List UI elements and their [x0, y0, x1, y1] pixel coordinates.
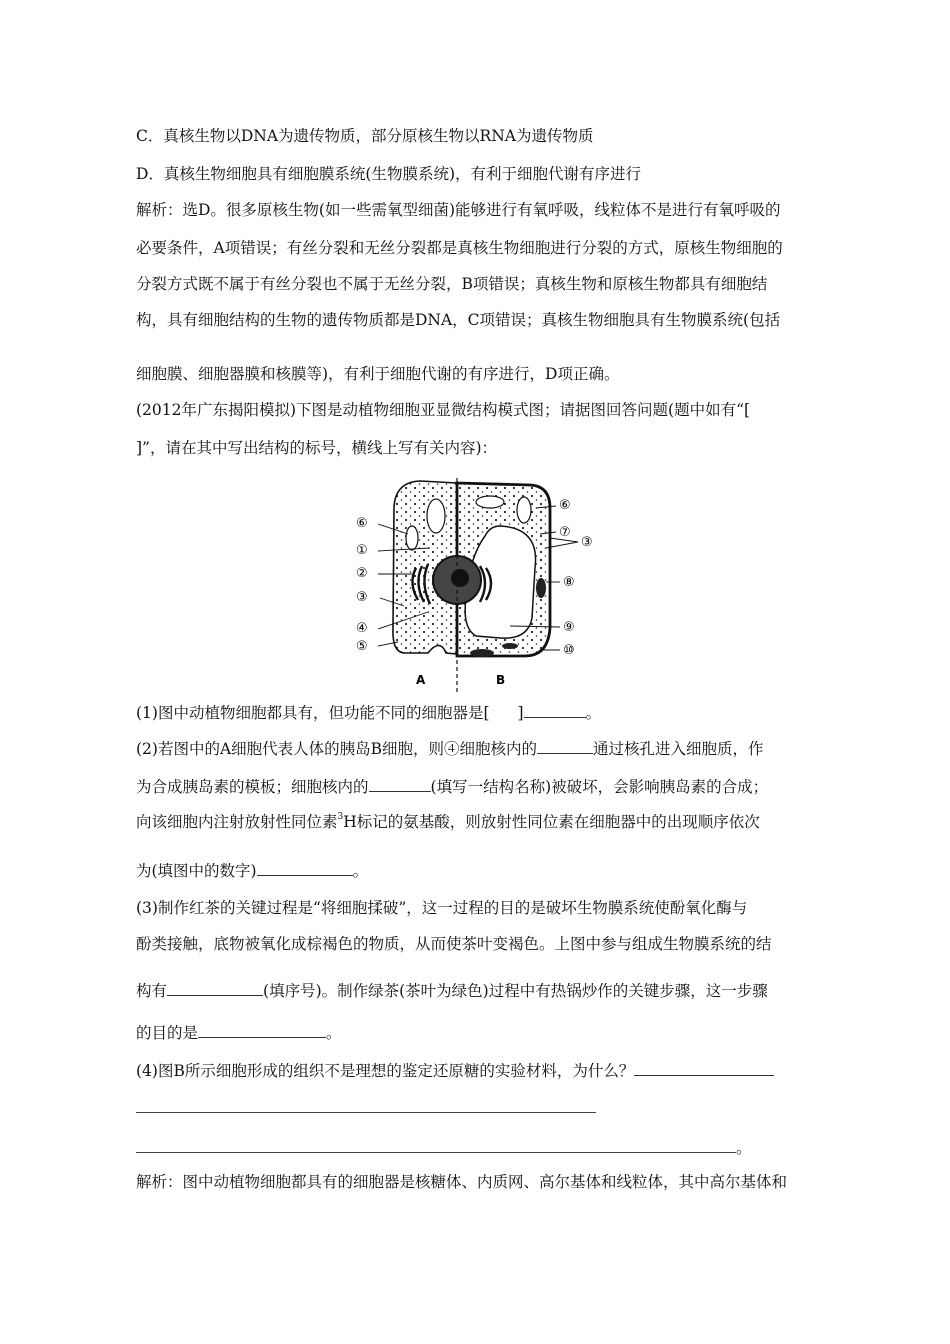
question-4-end: 。 — [736, 1139, 752, 1157]
question-2-line-2: 为合成胰岛素的模板；细胞核内的 (填写一结构名称)被破坏，会影响胰岛素的合成； — [136, 778, 769, 796]
question-3-line-3: 构有 (填序号)。制作绿茶(茶叶为绿色)过程中有热锅炒作的关键步骤，这一步骤 — [136, 982, 768, 1000]
question-3-line-4: 的目的是 。 — [136, 1024, 342, 1042]
analysis-line-4: 构，具有细胞结构的生物的遗传物质都是DNA，C项错误；真核生物细胞具有生物膜系统(包括 — [136, 311, 781, 329]
question-stem-line-2: ]”，请在其中写出结构的标号，横线上写有关内容)： — [136, 439, 498, 457]
question-1: (1)图中动植物细胞都具有，但功能不同的细胞器是[ ] 。 — [136, 704, 602, 722]
question-4-line-1: (4)图B所示细胞形成的组织不是理想的鉴定还原糖的实验材料，为什么？ — [136, 1060, 774, 1081]
label-9: ⑨ — [563, 620, 575, 635]
question-2-line-3: 向该细胞内注射放射性同位素$^3$H标记的氨基酸，则放射性同位素在细胞器中的出现顺序依次 — [136, 812, 760, 831]
question-3-line-1: (3)制作红茶的关键过程是“将细胞揉破”，这一过程的目的是破坏生物膜系统使酚氧化酶与 — [136, 899, 748, 917]
nucleolus — [451, 569, 469, 587]
label-10: ⑩ — [563, 643, 575, 658]
analysis-line-5: 细胞膜、细胞器膜和核膜等)，有利于细胞代谢的有序进行，D项正确。 — [136, 365, 620, 383]
analysis-line-2: 必要条件，A项错误；有丝分裂和无丝分裂都是真核生物细胞进行分裂的方式，原核生物细胞的 — [136, 239, 783, 257]
answer-line-q4-2[interactable] — [136, 1112, 596, 1113]
answer-blank-q1[interactable] — [524, 702, 586, 718]
label-3-right: ③ — [581, 535, 593, 550]
label-b: B — [496, 673, 506, 687]
label-6-right: ⑥ — [559, 498, 571, 513]
answer-blank-q4-1[interactable] — [634, 1060, 774, 1076]
cell-structure-diagram — [350, 478, 605, 693]
answer-blank-q2-2[interactable] — [369, 776, 431, 792]
option-c: C．真核生物以DNA为遗传物质，部分原核生物以RNA为遗传物质 — [136, 127, 594, 145]
label-2: ② — [356, 566, 368, 581]
answer-blank-q3-1[interactable] — [167, 980, 263, 996]
label-1: ① — [356, 543, 368, 558]
option-d: D．真核生物细胞具有细胞膜系统(生物膜系统)，有利于细胞代谢有序进行 — [136, 165, 642, 183]
answer-blank-q2-1[interactable] — [537, 738, 593, 754]
label-3-left: ③ — [356, 590, 368, 605]
label-8: ⑧ — [563, 575, 575, 590]
label-7: ⑦ — [559, 525, 571, 540]
label-4: ④ — [356, 621, 368, 636]
question-3-line-2: 酚类接触，底物被氧化成棕褐色的物质，从而使茶叶变褐色。上图中参与组成生物膜系统的结 — [136, 935, 772, 953]
question-2-line-4: 为(填图中的数字) 。 — [136, 862, 369, 880]
label-5: ⑤ — [356, 639, 368, 654]
question-stem-line-1: (2012年广东揭阳模拟)下图是动植物细胞亚显微结构模式图；请据图回答问题(题中如有“[ — [136, 401, 751, 419]
label-a: A — [416, 673, 426, 687]
label-6-left: ⑥ — [356, 516, 368, 531]
answer-blank-q3-2[interactable] — [198, 1022, 326, 1038]
analysis-line-1: 解析：选D。很多原核生物(如一些需氧型细菌)能够进行有氧呼吸，线粒体不是进行有氧呼吸的 — [136, 201, 781, 219]
analysis-line-3: 分裂方式既不属于有丝分裂也不属于无丝分裂，B项错误；真核生物和原核生物都具有细胞结 — [136, 275, 768, 293]
answer-blank-q2-3[interactable] — [257, 860, 353, 876]
question-2-line-1: (2)若图中的A细胞代表人体的胰岛B细胞，则④细胞核内的 通过核孔进入细胞质，作 — [136, 740, 764, 758]
answer-line-q4-3[interactable] — [136, 1152, 736, 1153]
analysis-2-line-1: 解析：图中动植物细胞都具有的细胞器是核糖体、内质网、高尔基体和线粒体，其中高尔基体和 — [136, 1173, 788, 1191]
